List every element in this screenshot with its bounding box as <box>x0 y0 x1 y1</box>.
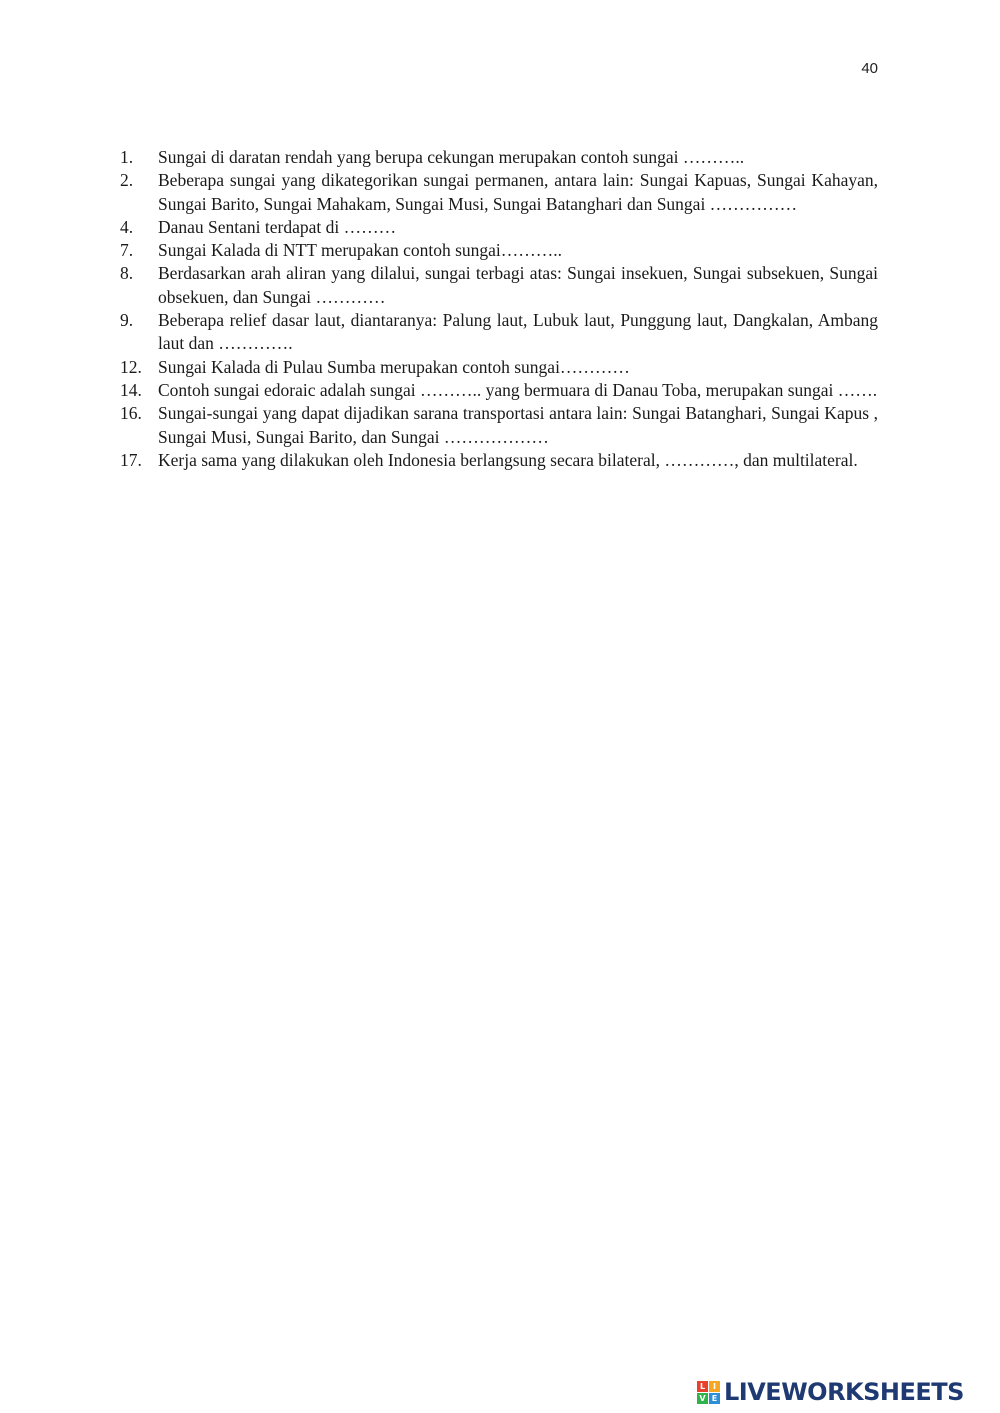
logo-tile-v: V <box>697 1393 708 1404</box>
question-number: 9. <box>120 310 134 331</box>
question-text: Sungai Kalada di NTT merupakan contoh sungai……….. <box>158 240 563 261</box>
question-item <box>120 216 878 239</box>
question-text: Danau Sentani terdapat di ……… <box>158 216 397 237</box>
question-text: Contoh sungai edoraic adalah sungai ……….. yang bermuara di Danau Toba, merupakan sungai ……. <box>158 379 878 400</box>
logo-tile-l: L <box>697 1381 708 1392</box>
question-item <box>120 239 878 262</box>
question-list <box>120 146 878 472</box>
question-item <box>120 449 878 472</box>
question-number: 7. <box>120 240 134 261</box>
logo-tile-i: I <box>709 1381 720 1392</box>
question-number: 14. <box>120 379 142 400</box>
question-text: Sungai Kalada di Pulau Sumba merupakan contoh sungai………… <box>158 356 630 377</box>
question-number: 1. <box>120 147 134 167</box>
question-item <box>120 309 878 356</box>
question-number: 12. <box>120 356 142 377</box>
question-text: Berdasarkan arah aliran yang dilalui, sungai terbagi atas: Sungai insekuen, Sungai subsekuen, Sungai obsekuen, dan Sungai ………… <box>158 263 878 307</box>
page-number: 40 <box>861 60 878 77</box>
question-number: 4. <box>120 216 134 237</box>
question-item <box>120 402 878 449</box>
question-text: Beberapa sungai yang dikategorikan sungai permanen, antara lain: Sungai Kapuas, Sungai Kahayan, Sungai Barito, Sungai Mahakam, Sungai Musi, Sungai Batanghari dan Sungai …………… <box>158 170 878 214</box>
question-item <box>120 356 878 379</box>
question-text: Kerja sama yang dilakukan oleh Indonesia berlangsung secara bilateral, …………, dan multilateral. <box>158 449 858 470</box>
question-item <box>120 379 878 402</box>
question-item <box>120 169 878 216</box>
question-text: Sungai-sungai yang dapat dijadikan sarana transportasi antara lain: Sungai Batanghari, Sungai Kapus , Sungai Musi, Sungai Barito, dan Sungai ……………… <box>158 403 878 447</box>
question-number: 8. <box>120 263 134 284</box>
liveworksheets-brand[interactable] <box>697 1378 964 1406</box>
question-number: 16. <box>120 403 142 424</box>
brand-text: LIVEWORKSHEETS <box>724 1378 964 1406</box>
question-text: Beberapa relief dasar laut, diantaranya: Palung laut, Lubuk laut, Punggung laut, Dangkalan, Ambang laut dan …………. <box>158 310 878 354</box>
liveworksheets-logo-icon <box>697 1381 720 1404</box>
question-number: 2. <box>120 170 134 191</box>
question-item <box>120 262 878 309</box>
question-number: 17. <box>120 449 142 470</box>
question-text: Sungai di daratan rendah yang berupa cekungan merupakan contoh sungai ……….. <box>158 147 745 167</box>
logo-tile-e: E <box>709 1393 720 1404</box>
question-item <box>120 146 878 169</box>
